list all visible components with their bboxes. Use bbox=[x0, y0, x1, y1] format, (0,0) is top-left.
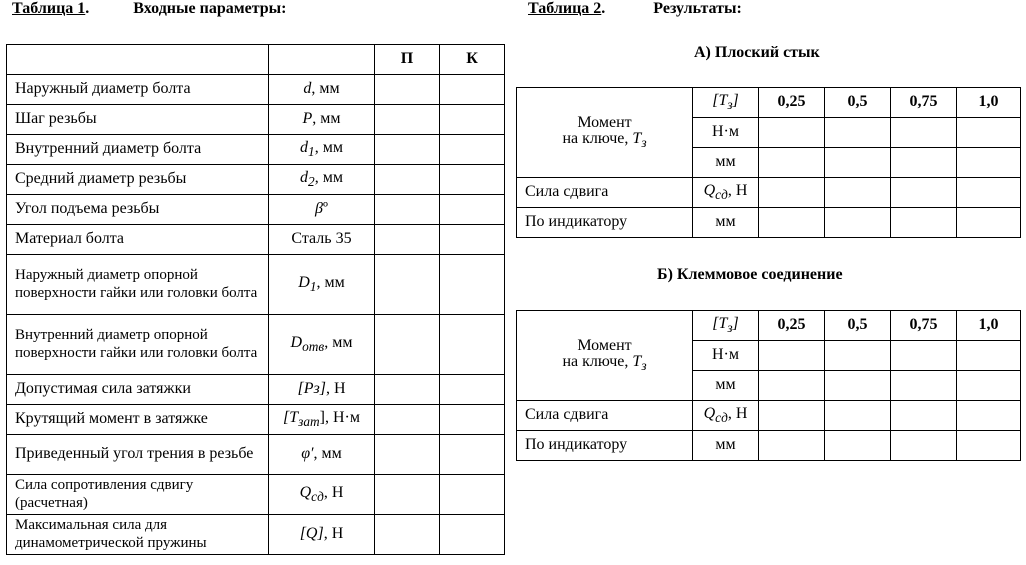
parameter-name: Шаг резьбы bbox=[7, 105, 269, 135]
left-heading bbox=[12, 0, 286, 18]
result-value-cell bbox=[891, 371, 957, 401]
shear-symbol: Q bbox=[703, 181, 716, 199]
parameter-symbol bbox=[269, 515, 375, 555]
value-cell-k bbox=[440, 475, 505, 515]
tz-symbol-text: [T bbox=[712, 91, 728, 109]
parameter-row bbox=[7, 515, 505, 555]
parameter-symbol-letter: D bbox=[290, 333, 303, 351]
value-cell-p bbox=[375, 195, 440, 225]
value-cell-k bbox=[440, 375, 505, 405]
right-heading bbox=[528, 0, 742, 18]
shear-symbol: Q bbox=[703, 404, 716, 422]
parameter-symbol bbox=[269, 255, 375, 315]
parameter-symbol bbox=[269, 475, 375, 515]
parameter-row bbox=[7, 105, 505, 135]
torque-value-header: 0,25 bbox=[759, 88, 825, 118]
column-header-p: П bbox=[375, 45, 440, 75]
value-cell-k bbox=[440, 105, 505, 135]
result-value-cell bbox=[957, 208, 1021, 238]
parameter-unit: , Н bbox=[325, 380, 346, 398]
result-value-cell bbox=[825, 401, 891, 431]
result-value-cell bbox=[891, 148, 957, 178]
parameter-row bbox=[7, 195, 505, 225]
moment-label bbox=[517, 88, 693, 178]
torque-values-row bbox=[517, 311, 1021, 341]
parameter-symbol-letter: [Pз] bbox=[297, 380, 326, 398]
parameter-row bbox=[7, 165, 505, 195]
torque-value-header: 1,0 bbox=[957, 311, 1021, 341]
tz-close: ] bbox=[732, 91, 739, 109]
parameter-symbol-subscript: 2 bbox=[308, 174, 315, 190]
moment-label bbox=[517, 311, 693, 401]
result-value-cell bbox=[759, 208, 825, 238]
left-heading-number: Таблица 1 bbox=[12, 0, 86, 17]
moment-label-line1: Момент bbox=[577, 113, 632, 131]
indicator-unit: мм bbox=[693, 431, 759, 461]
tz-subscript: з bbox=[727, 97, 733, 113]
parameter-symbol-letter: [Q] bbox=[299, 525, 324, 543]
parameter-symbol bbox=[269, 195, 375, 225]
result-value-cell bbox=[759, 371, 825, 401]
left-heading-punct: . bbox=[85, 0, 90, 17]
torque-value-header: 0,75 bbox=[891, 88, 957, 118]
value-cell-p bbox=[375, 435, 440, 475]
shear-unit: , Н bbox=[727, 404, 748, 422]
value-cell-p bbox=[375, 105, 440, 135]
value-cell-k bbox=[440, 515, 505, 555]
result-value-cell bbox=[891, 341, 957, 371]
parameter-symbol-letter: d bbox=[300, 138, 309, 156]
result-value-cell bbox=[957, 401, 1021, 431]
tz-symbol bbox=[693, 88, 759, 118]
value-cell-p bbox=[375, 375, 440, 405]
parameter-symbol-subscript: отв bbox=[302, 339, 325, 355]
shear-force-label: Сила сдвига bbox=[517, 401, 693, 431]
value-cell-k bbox=[440, 315, 505, 375]
tz-subscript: з bbox=[727, 320, 733, 336]
result-value-cell bbox=[825, 431, 891, 461]
value-cell-p bbox=[375, 165, 440, 195]
result-value-cell bbox=[891, 118, 957, 148]
parameter-symbol bbox=[269, 375, 375, 405]
parameter-unit: º bbox=[323, 200, 328, 218]
column-header-k: К bbox=[440, 45, 505, 75]
torque-value-header: 0,5 bbox=[825, 311, 891, 341]
parameter-symbol-letter: β bbox=[315, 200, 323, 218]
result-value-cell bbox=[825, 118, 891, 148]
parameter-row bbox=[7, 475, 505, 515]
parameter-name: Наружный диаметр болта bbox=[7, 75, 269, 105]
left-heading-title: Входные параметры: bbox=[133, 0, 287, 17]
parameter-symbol-letter: d bbox=[303, 80, 312, 98]
parameter-row bbox=[7, 405, 505, 435]
result-value-cell bbox=[759, 341, 825, 371]
unit-newton-meter: Н·м bbox=[693, 341, 759, 371]
moment-symbol: T bbox=[632, 130, 642, 148]
value-cell-p bbox=[375, 475, 440, 515]
parameter-symbol-subscript: 1 bbox=[309, 279, 317, 295]
result-value-cell bbox=[759, 401, 825, 431]
torque-value-header: 0,25 bbox=[759, 311, 825, 341]
moment-subscript: з bbox=[641, 135, 647, 151]
value-cell-k bbox=[440, 225, 505, 255]
moment-symbol: T bbox=[632, 353, 642, 371]
parameter-name: Внутренний диаметр опорной поверхности гайки или головки болта bbox=[7, 315, 269, 375]
parameter-symbol-letter: [T bbox=[283, 408, 299, 426]
parameter-name: Угол подъема резьбы bbox=[7, 195, 269, 225]
result-value-cell bbox=[759, 148, 825, 178]
value-cell-k bbox=[440, 435, 505, 475]
parameter-unit: ], Н·м bbox=[319, 408, 360, 426]
parameter-row bbox=[7, 375, 505, 405]
shear-force-row bbox=[517, 401, 1021, 431]
results-table-flat-joint bbox=[516, 87, 1021, 238]
parameter-symbol-letter: D bbox=[298, 273, 310, 291]
value-cell-p bbox=[375, 255, 440, 315]
value-cell-p bbox=[375, 75, 440, 105]
parameter-symbol-letter: Q bbox=[299, 483, 312, 501]
parameter-name: Наружный диаметр опорной поверхности гайки или головки болта bbox=[7, 255, 269, 315]
moment-label-line1: Момент bbox=[577, 336, 632, 354]
result-value-cell bbox=[957, 431, 1021, 461]
tz-symbol bbox=[693, 311, 759, 341]
section-b-title: Б) Клеммовое соединение bbox=[657, 266, 843, 283]
parameter-unit: , мм bbox=[314, 138, 343, 156]
moment-label-line2: на ключе, bbox=[562, 130, 633, 148]
shear-force-symbol bbox=[693, 401, 759, 431]
parameter-row bbox=[7, 75, 505, 105]
indicator-row bbox=[517, 431, 1021, 461]
parameter-symbol-subscript: зат bbox=[298, 414, 320, 430]
result-value-cell bbox=[891, 208, 957, 238]
right-heading-title: Результаты: bbox=[653, 0, 742, 17]
parameter-unit: , Н bbox=[323, 483, 344, 501]
indicator-row bbox=[517, 208, 1021, 238]
unit-millimeter: мм bbox=[693, 148, 759, 178]
parameter-symbol bbox=[269, 435, 375, 475]
parameter-name: Материал болта bbox=[7, 225, 269, 255]
parameter-unit: , мм bbox=[313, 445, 342, 463]
result-value-cell bbox=[957, 371, 1021, 401]
parameter-name: Крутящий момент в затяжке bbox=[7, 405, 269, 435]
moment-label-line2: на ключе, bbox=[562, 353, 633, 371]
result-value-cell bbox=[759, 431, 825, 461]
parameter-name: Сила сопротивления сдвигу (расчетная) bbox=[7, 475, 269, 515]
parameter-row bbox=[7, 135, 505, 165]
shear-force-row bbox=[517, 178, 1021, 208]
value-cell-p bbox=[375, 315, 440, 375]
torque-values-row bbox=[517, 88, 1021, 118]
result-value-cell bbox=[891, 431, 957, 461]
right-heading-punct: . bbox=[601, 0, 606, 17]
parameter-name: Приведенный угол трения в резьбе bbox=[7, 435, 269, 475]
result-value-cell bbox=[825, 341, 891, 371]
parameter-symbol-subscript: сд bbox=[311, 489, 324, 505]
parameter-unit: , Н bbox=[323, 525, 344, 543]
shear-unit: , Н bbox=[727, 181, 748, 199]
parameter-symbol-subscript: 1 bbox=[308, 144, 315, 160]
parameter-symbol bbox=[269, 105, 375, 135]
indicator-unit: мм bbox=[693, 208, 759, 238]
header-blank-cell bbox=[7, 45, 269, 75]
result-value-cell bbox=[891, 401, 957, 431]
parameter-symbol-letter: d bbox=[300, 168, 309, 186]
parameter-unit: , мм bbox=[312, 110, 341, 128]
value-cell-p bbox=[375, 405, 440, 435]
tz-close: ] bbox=[732, 314, 739, 332]
right-heading-number: Таблица 2 bbox=[528, 0, 602, 17]
result-value-cell bbox=[891, 178, 957, 208]
shear-subscript: сд bbox=[715, 187, 728, 203]
value-cell-k bbox=[440, 165, 505, 195]
result-value-cell bbox=[825, 178, 891, 208]
parameter-symbol bbox=[269, 75, 375, 105]
result-value-cell bbox=[957, 341, 1021, 371]
moment-subscript: з bbox=[641, 358, 647, 374]
torque-value-header: 1,0 bbox=[957, 88, 1021, 118]
input-parameters-table bbox=[6, 44, 505, 555]
result-value-cell bbox=[759, 178, 825, 208]
parameter-row bbox=[7, 435, 505, 475]
result-value-cell bbox=[759, 118, 825, 148]
value-cell-k bbox=[440, 195, 505, 225]
value-cell-p bbox=[375, 225, 440, 255]
parameter-unit: , мм bbox=[324, 333, 353, 351]
indicator-label: По индикатору bbox=[517, 431, 693, 461]
shear-subscript: сд bbox=[715, 410, 728, 426]
value-cell-k bbox=[440, 135, 505, 165]
parameter-row bbox=[7, 225, 505, 255]
torque-value-header: 0,75 bbox=[891, 311, 957, 341]
result-value-cell bbox=[957, 148, 1021, 178]
parameter-name: Допустимая сила затяжки bbox=[7, 375, 269, 405]
parameter-symbol bbox=[269, 405, 375, 435]
result-value-cell bbox=[957, 118, 1021, 148]
parameter-symbol bbox=[269, 165, 375, 195]
parameter-symbol bbox=[269, 225, 375, 255]
parameter-row bbox=[7, 315, 505, 375]
value-cell-k bbox=[440, 255, 505, 315]
unit-millimeter: мм bbox=[693, 371, 759, 401]
result-value-cell bbox=[825, 148, 891, 178]
unit-newton-meter: Н·м bbox=[693, 118, 759, 148]
parameter-symbol-letter: φ′ bbox=[301, 445, 314, 463]
result-value-cell bbox=[825, 371, 891, 401]
value-cell-p bbox=[375, 515, 440, 555]
parameter-unit: Сталь 35 bbox=[291, 230, 352, 248]
parameter-symbol-letter: P bbox=[302, 110, 313, 128]
parameter-symbol bbox=[269, 315, 375, 375]
tz-symbol-text: [T bbox=[712, 314, 728, 332]
header-blank-cell bbox=[269, 45, 375, 75]
results-table-clamp-joint bbox=[516, 310, 1021, 461]
parameter-row bbox=[7, 255, 505, 315]
parameter-name: Внутренний диаметр болта bbox=[7, 135, 269, 165]
shear-force-symbol bbox=[693, 178, 759, 208]
parameter-unit: , мм bbox=[314, 168, 343, 186]
section-a-title: А) Плоский стык bbox=[694, 44, 820, 61]
value-cell-p bbox=[375, 135, 440, 165]
result-value-cell bbox=[825, 208, 891, 238]
parameter-symbol bbox=[269, 135, 375, 165]
shear-force-label: Сила сдвига bbox=[517, 178, 693, 208]
value-cell-k bbox=[440, 405, 505, 435]
parameter-name: Средний диаметр резьбы bbox=[7, 165, 269, 195]
parameter-unit: , мм bbox=[316, 273, 345, 291]
value-cell-k bbox=[440, 75, 505, 105]
input-table-header-row bbox=[7, 45, 505, 75]
result-value-cell bbox=[957, 178, 1021, 208]
parameter-unit: , мм bbox=[311, 80, 340, 98]
torque-value-header: 0,5 bbox=[825, 88, 891, 118]
indicator-label: По индикатору bbox=[517, 208, 693, 238]
parameter-name: Максимальная сила для динамометрической пружины bbox=[7, 515, 269, 555]
